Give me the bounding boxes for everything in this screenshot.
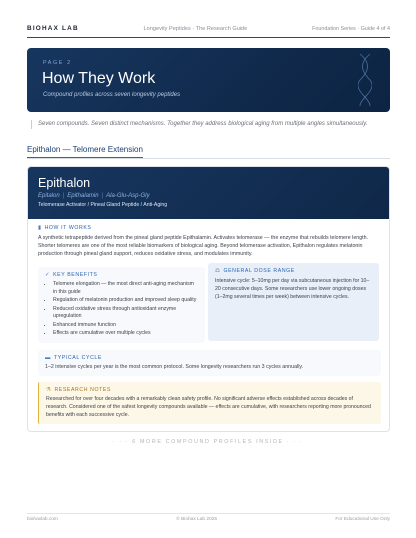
typical-cycle-block [38,350,381,376]
hero-banner [27,48,390,112]
key-benefits-block [38,267,205,343]
flask-icon: ⚗ [46,387,52,393]
typical-cycle-label: ▬ TYPICAL CYCLE [45,355,102,361]
book-icon: ▮ [38,225,42,231]
footer-copyright: © Biohax Lab 2025 [176,517,218,522]
calendar-icon: ▬ [45,355,51,361]
footer-website: biohaxlab.com [27,517,58,522]
dose-range-label: ⚖ GENERAL DOSE RANGE [215,268,295,274]
series-label: Foundation Series · Guide 4 of 4 [312,25,390,32]
compound-tags: Telomerase Activator / Pineal Gland Peptide / Anti-Aging [38,202,168,208]
research-notes-label: ⚗ RESEARCH NOTES [46,387,111,393]
intro-quote: Seven compounds. Seven distinct mechanisms. Together they address biological aging from multiple angles simultaneously. [31,120,386,129]
dose-icon: ⚖ [215,268,221,274]
research-notes-block [38,382,381,424]
research-notes-text: Researched for over four decades with a remarkably clean safety profile. No significant adverse effects established across decades of research. Considered one of the safest longevity compounds available — effects are cumulative, with researchers reporting more pronounced benefits with each successive cycle. [46,396,371,418]
page-subtitle: Compound profiles across seven longevity peptides [43,92,181,98]
list-item: • Effects are cumulative over multiple cycles [53,330,198,338]
list-item: • Telomere elongation — the most direct anti-aging mechanism in this guide [53,281,198,297]
alias-separator: | [62,193,65,199]
compound-aliases [38,193,379,199]
section-divider [27,158,390,159]
list-item: • Reduced oxidative stress through antioxidant enzyme upregulation [53,306,198,322]
benefits-list [45,281,198,338]
alias-item: Epitalon [38,193,60,199]
brand-logo: BIOHAX LAB [27,25,79,32]
dna-helix-icon [358,52,372,108]
page-title: How They Work [42,70,156,87]
section-heading: Epithalon — Telomere Extension [27,145,143,158]
how-it-works-label: ▮ HOW IT WORKS [38,225,92,231]
more-profiles-label: · · · 6 MORE COMPOUND PROFILES INSIDE · · · [112,439,304,445]
typical-cycle-text: 1–2 intensive cycles per year is the most common protocol. Some longevity researchers run 3 cycles annually. [45,364,304,370]
alias-item: Ala-Glu-Asp-Gly [106,193,150,199]
document-title: Longevity Peptides · The Research Guide [143,25,248,32]
page-footer [27,513,390,525]
key-benefits-label: ✓ KEY BENEFITS [45,272,98,278]
dose-range-block [208,263,379,341]
alias-item: Epithalamin [67,193,99,199]
page-kicker: PAGE 2 [43,60,72,66]
compound-name: Epithalon [38,176,91,190]
compound-card [27,166,390,432]
list-item: • Enhanced immune function [53,322,198,330]
footer-disclaimer: For Educational Use Only [335,517,390,522]
alias-separator: | [101,193,104,199]
compound-card-header [28,167,389,219]
page-header [27,20,390,38]
list-item: • Regulation of melatonin production and improved sleep quality [53,297,198,305]
how-it-works-block [38,225,381,258]
check-icon: ✓ [45,272,51,278]
dose-range-text: Intensive cycle: 5–10mg per day via subcutaneous injection for 10–20 consecutive days. Some researchers use lower ongoing doses (1–2mg several times per week) between intensive cycles. [215,278,370,301]
how-it-works-text: A synthetic tetrapeptide derived from the pineal gland peptide Epithalamin. Activates telomerase — the enzyme that rebuilds telomere length. Shorter telomeres are one of the most reliable biomarkers of biological aging. Beyond telomerase activation, Epithalon regulates melatonin production through pineal gland support, reduces oxidative stress, and modulates immunity. [38,235,369,258]
